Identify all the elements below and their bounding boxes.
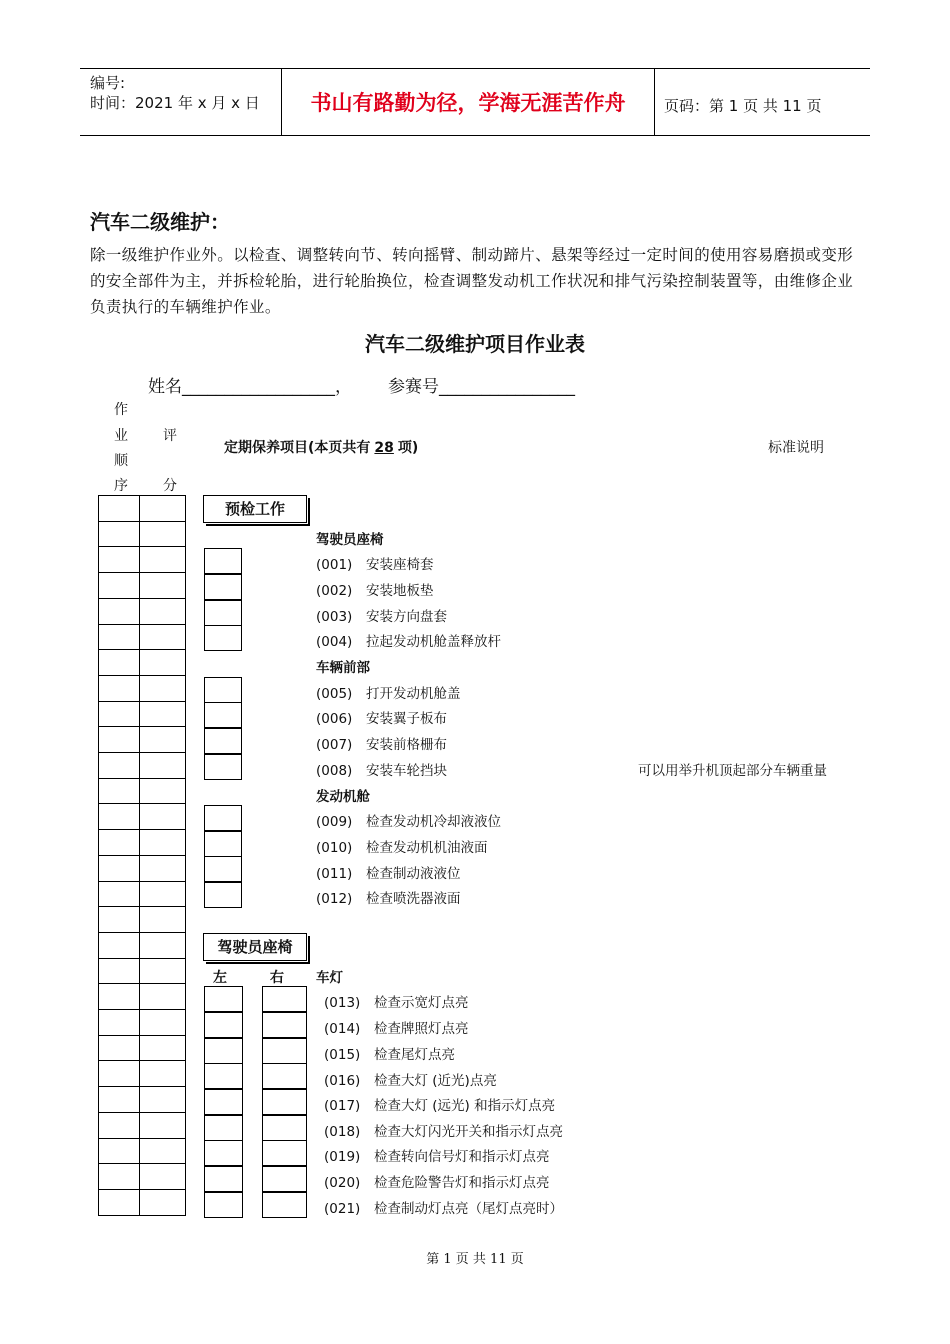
order-cell[interactable] — [98, 958, 140, 984]
item-code: (009) — [316, 814, 353, 830]
score-cell[interactable] — [139, 598, 186, 625]
pre-check-title-text: 预检工作 — [224, 500, 285, 518]
item-011 — [316, 862, 461, 882]
item-code: (003) — [316, 609, 353, 625]
item-code: (013) — [324, 995, 361, 1011]
item-text: 拉起发动机舱盖释放杆 — [366, 634, 501, 650]
item-text: 检查示宽灯点亮 — [374, 995, 469, 1011]
right-check-box[interactable] — [262, 986, 307, 1012]
driver-seat-title — [203, 933, 307, 961]
item-code: (008) — [316, 763, 353, 779]
item-check-box[interactable] — [204, 677, 242, 703]
item-003 — [316, 605, 447, 625]
item-017 — [324, 1094, 555, 1114]
item-code: (014) — [324, 1021, 361, 1037]
table-title: 汽车二级维护项目作业表 — [365, 332, 585, 356]
section-description: 除一级维护作业外。以检查、调整转向节、转向摇臂、制动蹄片、悬架等经过一定时间的使用容易磨损或变形的安全部件为主，并拆检轮胎，进行轮胎换位，检查调整发动机工作状况和排气污染控制装置等，由维修企业负责执行的车辆维护作业。 — [90, 246, 854, 316]
item-code: (010) — [316, 840, 353, 856]
item-005 — [316, 682, 461, 702]
score-cell[interactable] — [139, 495, 186, 522]
score-cell[interactable] — [139, 726, 186, 753]
order-cell[interactable] — [98, 1086, 140, 1113]
item-021 — [324, 1197, 563, 1217]
item-code: (011) — [316, 866, 353, 882]
score-cell[interactable] — [139, 521, 186, 547]
item-code: (020) — [324, 1175, 361, 1191]
item-check-box[interactable] — [204, 754, 242, 780]
order-cell[interactable] — [98, 881, 140, 907]
order-cell[interactable] — [98, 675, 140, 702]
note-item-008: 可以用举升机顶起部分车辆重量 — [638, 763, 827, 779]
item-text: 检查尾灯点亮 — [374, 1047, 455, 1063]
right-check-box[interactable] — [262, 1012, 307, 1038]
order-cell[interactable] — [98, 1138, 140, 1164]
header-divider-right — [654, 68, 655, 136]
score-cell[interactable] — [139, 778, 186, 804]
document-number-label: 编号: — [90, 74, 126, 92]
col-score-char-1: 评 — [163, 428, 177, 444]
score-cell[interactable] — [139, 1189, 186, 1216]
header-motto: 书山有路勤为径，学海无涯苦作舟 — [310, 91, 626, 115]
score-cell[interactable] — [139, 1112, 186, 1139]
group-driver-seat: 驾驶员座椅 — [316, 532, 384, 548]
item-text: 检查大灯闪光开关和指示灯点亮 — [374, 1124, 563, 1140]
participant-number-field: 参赛号________________ — [388, 377, 575, 397]
left-check-box[interactable] — [204, 1140, 243, 1166]
document-date: 时间：2021 年 x 月 x 日 — [90, 94, 260, 112]
item-text: 检查发动机冷却液液位 — [366, 814, 501, 830]
item-010 — [316, 836, 488, 856]
right-check-box[interactable] — [262, 1089, 307, 1115]
right-check-box[interactable] — [262, 1038, 307, 1064]
score-cell[interactable] — [139, 881, 186, 907]
item-check-box[interactable] — [204, 548, 242, 574]
item-016 — [324, 1069, 497, 1089]
left-check-box[interactable] — [204, 1115, 243, 1141]
item-check-box[interactable] — [204, 574, 242, 600]
col-order-char-3: 顺 — [114, 453, 128, 469]
page-info: 页码：第 1 页 共 11 页 — [664, 97, 822, 115]
item-002 — [316, 579, 434, 599]
left-check-box[interactable] — [204, 1089, 243, 1115]
order-cell[interactable] — [98, 1112, 140, 1139]
score-cell[interactable] — [139, 1060, 186, 1087]
col-order-char-2: 业 — [114, 428, 128, 444]
item-code: (021) — [324, 1201, 361, 1217]
order-cell[interactable] — [98, 1060, 140, 1087]
item-code: (007) — [316, 737, 353, 753]
order-cell[interactable] — [98, 701, 140, 727]
left-check-box[interactable] — [204, 986, 243, 1012]
score-cell[interactable] — [139, 1138, 186, 1164]
item-text: 检查喷洗器液面 — [366, 891, 461, 907]
item-code: (017) — [324, 1098, 361, 1114]
col-score-char-2: 分 — [163, 478, 177, 494]
left-check-box[interactable] — [204, 1166, 243, 1192]
order-cell[interactable] — [98, 803, 140, 830]
item-001 — [316, 553, 434, 573]
item-004 — [316, 630, 501, 650]
item-text: 安装座椅套 — [366, 557, 434, 573]
item-text: 检查危险警告灯和指示灯点亮 — [374, 1175, 550, 1191]
right-check-box[interactable] — [262, 1192, 307, 1218]
item-015 — [324, 1043, 455, 1063]
item-check-box[interactable] — [204, 625, 242, 651]
score-cell[interactable] — [139, 803, 186, 830]
order-cell[interactable] — [98, 649, 140, 676]
order-cell[interactable] — [98, 752, 140, 779]
score-cell[interactable] — [139, 855, 186, 882]
item-007 — [316, 733, 447, 753]
item-check-box[interactable] — [204, 805, 242, 831]
right-check-box[interactable] — [262, 1140, 307, 1166]
score-cell[interactable] — [139, 906, 186, 933]
item-020 — [324, 1171, 550, 1191]
left-check-box[interactable] — [204, 1012, 243, 1038]
item-text: 检查发动机机油液面 — [366, 840, 488, 856]
item-text: 安装车轮挡块 — [366, 763, 447, 779]
page-footer: 第 1 页 共 11 页 — [426, 1252, 524, 1267]
item-text: 安装方向盘套 — [366, 609, 447, 625]
item-012 — [316, 887, 461, 907]
right-check-box[interactable] — [262, 1063, 307, 1089]
order-cell[interactable] — [98, 1009, 140, 1036]
order-cell[interactable] — [98, 983, 140, 1010]
item-014 — [324, 1017, 469, 1037]
order-cell[interactable] — [98, 829, 140, 856]
order-cell[interactable] — [98, 1189, 140, 1216]
score-cell[interactable] — [139, 932, 186, 959]
item-text: 检查转向信号灯和指示灯点亮 — [374, 1149, 550, 1165]
item-text: 安装翼子板布 — [366, 711, 447, 727]
group-engine-bay: 发动机舱 — [316, 789, 370, 805]
col-order-char-1: 作 — [114, 402, 128, 418]
name-field: 姓名__________________， — [148, 377, 352, 397]
right-check-box[interactable] — [262, 1115, 307, 1141]
left-label: 左 — [213, 970, 227, 986]
order-cell[interactable] — [98, 495, 140, 522]
item-text: 检查牌照灯点亮 — [374, 1021, 469, 1037]
score-cell[interactable] — [139, 752, 186, 779]
item-code: (006) — [316, 711, 353, 727]
order-cell[interactable] — [98, 546, 140, 573]
item-check-box[interactable] — [204, 882, 242, 908]
right-check-box[interactable] — [262, 1166, 307, 1192]
item-text: 检查大灯 (远光) 和指示灯点亮 — [374, 1098, 556, 1114]
score-cell[interactable] — [139, 546, 186, 573]
item-code: (002) — [316, 583, 353, 599]
standard-header: 标准说明 — [768, 440, 824, 456]
item-check-box[interactable] — [204, 702, 242, 728]
items-header — [224, 437, 418, 457]
order-cell[interactable] — [98, 906, 140, 933]
group-lights: 车灯 — [316, 970, 343, 986]
order-cell[interactable] — [98, 572, 140, 599]
item-013 — [324, 991, 469, 1011]
score-cell[interactable] — [139, 1035, 186, 1061]
order-cell[interactable] — [98, 624, 140, 650]
item-check-box[interactable] — [204, 728, 242, 754]
score-cell[interactable] — [139, 701, 186, 727]
item-text: 检查大灯 (近光)点亮 — [374, 1073, 497, 1089]
item-check-box[interactable] — [204, 856, 242, 882]
left-check-box[interactable] — [204, 1038, 243, 1064]
item-code: (001) — [316, 557, 353, 573]
item-code: (019) — [324, 1149, 361, 1165]
item-code: (015) — [324, 1047, 361, 1063]
group-vehicle-front: 车辆前部 — [316, 660, 370, 676]
left-check-box[interactable] — [204, 1063, 243, 1089]
order-cell[interactable] — [98, 598, 140, 625]
pre-check-title — [203, 495, 307, 523]
item-text: 打开发动机舱盖 — [366, 686, 461, 702]
order-cell[interactable] — [98, 932, 140, 959]
item-check-box[interactable] — [204, 831, 242, 857]
item-019 — [324, 1145, 550, 1165]
order-cell[interactable] — [98, 521, 140, 547]
right-label: 右 — [270, 970, 284, 986]
col-order-char-4: 序 — [114, 478, 128, 494]
item-code: (018) — [324, 1124, 361, 1140]
items-header-prefix: 定期保养项目(本页共有 — [224, 440, 371, 456]
score-cell[interactable] — [139, 1009, 186, 1036]
item-text: 检查制动灯点亮（尾灯点亮时） — [374, 1201, 563, 1217]
score-cell[interactable] — [139, 624, 186, 650]
item-code: (004) — [316, 634, 353, 650]
left-check-box[interactable] — [204, 1192, 243, 1218]
order-cell[interactable] — [98, 726, 140, 753]
score-cell[interactable] — [139, 1163, 186, 1190]
item-008 — [316, 759, 447, 779]
items-header-suffix: 项) — [397, 440, 419, 456]
items-count: 28 — [374, 440, 394, 456]
order-cell[interactable] — [98, 1163, 140, 1190]
item-code: (012) — [316, 891, 353, 907]
score-cell[interactable] — [139, 1086, 186, 1113]
score-cell[interactable] — [139, 572, 186, 599]
score-cell[interactable] — [139, 983, 186, 1010]
section-title: 汽车二级维护： — [90, 210, 230, 234]
order-cell[interactable] — [98, 778, 140, 804]
item-text: 检查制动液液位 — [366, 866, 461, 882]
item-code: (016) — [324, 1073, 361, 1089]
score-cell[interactable] — [139, 649, 186, 676]
order-cell[interactable] — [98, 855, 140, 882]
order-cell[interactable] — [98, 1035, 140, 1061]
score-cell[interactable] — [139, 958, 186, 984]
item-text: 安装地板垫 — [366, 583, 434, 599]
item-text: 安装前格栅布 — [366, 737, 447, 753]
score-cell[interactable] — [139, 675, 186, 702]
driver-seat-title-text: 驾驶员座椅 — [217, 938, 293, 956]
item-018 — [324, 1120, 563, 1140]
item-check-box[interactable] — [204, 600, 242, 626]
item-009 — [316, 810, 501, 830]
item-code: (005) — [316, 686, 353, 702]
item-006 — [316, 707, 447, 727]
score-cell[interactable] — [139, 829, 186, 856]
